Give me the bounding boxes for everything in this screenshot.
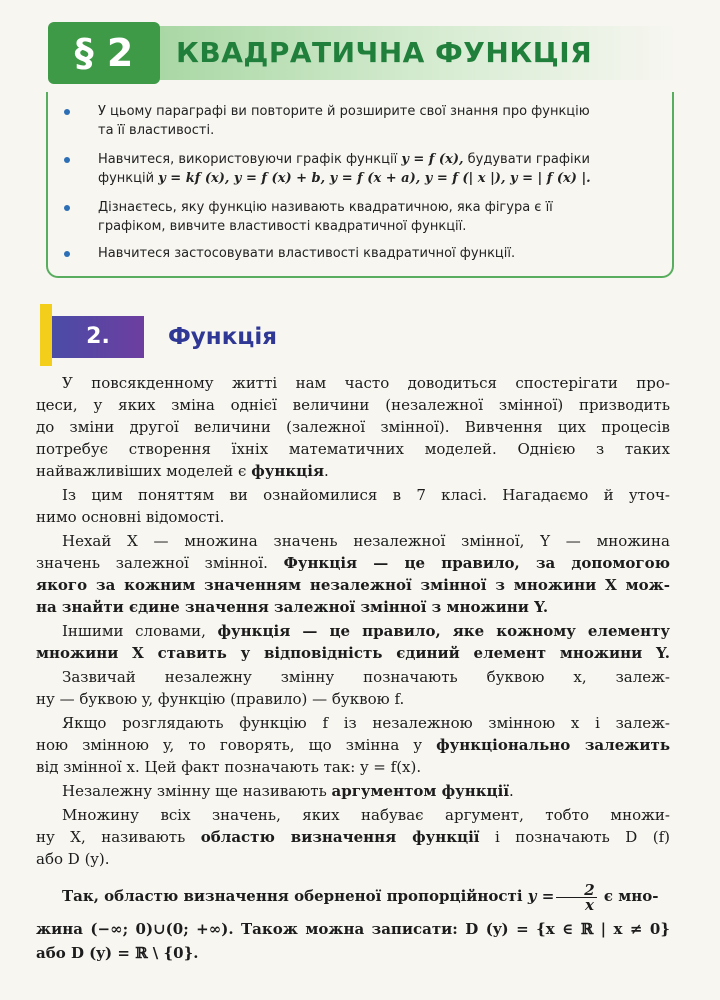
goal-item	[98, 102, 664, 140]
text-line	[36, 918, 670, 940]
text-line	[36, 552, 670, 574]
text-line	[36, 942, 670, 964]
term: областю визначення функції	[200, 828, 480, 846]
text-line: до зміни другої величини (залежної змінної). Вивчення цих процесів	[36, 418, 670, 436]
text-part: ну X, називають	[36, 828, 201, 846]
text-line: нимо основні відомості.	[36, 508, 225, 526]
text-part: значень залежної змінної.	[36, 554, 284, 572]
bullet-icon	[64, 205, 70, 211]
text-line: Множину всіх значень, яких набуває аргумент, тобто множи-	[62, 806, 670, 824]
formula: y = f (x),	[401, 152, 464, 167]
text-part: жина (−∞; 0)∪(0; +∞). Також можна записати: D (y) = {x ∈ ℝ | x ≠ 0}	[36, 920, 670, 938]
text-line: Зазвичай незалежну змінну позначають буквою x, залеж-	[62, 668, 670, 686]
text-line	[36, 574, 670, 596]
text-line: потребує створення їхніх математичних моделей. Однією з таких	[36, 440, 670, 458]
chapter-title: КВАДРАТИЧНА ФУНКЦІЯ	[176, 36, 593, 69]
section-number: 2.	[52, 316, 144, 358]
learning-goals-box	[46, 92, 674, 278]
text-line: У повсякденному житті нам часто доводиться спостерігати про-	[62, 374, 670, 392]
text-part: є мно-	[598, 887, 659, 905]
text-part: Незалежну змінну ще називають	[62, 782, 332, 800]
text-part: найважливіших моделей є	[36, 462, 252, 480]
formula: y = kf (x), y = f (x) + b, y = f (x + a), y = f (| x |), y = | f (x) |.	[158, 171, 591, 186]
definition: на знайти єдине значення залежної змінної з множини Y.	[36, 598, 549, 616]
goal-text: У цьому параграфі ви повторите й розширите свої знання про функцію	[98, 104, 590, 119]
text-part: ною змінною y, то говорять, що змінна y	[36, 736, 437, 754]
definition: множини X ставить у відповідність єдиний елемент множини Y.	[36, 644, 670, 662]
bullet-icon	[64, 109, 70, 115]
text-part: або D (y) = ℝ \ {0}.	[36, 944, 199, 962]
text-line	[36, 826, 670, 848]
text-part: і позначають D (f)	[479, 828, 670, 846]
text-line	[36, 596, 670, 618]
fraction-denominator: x	[585, 895, 594, 914]
text-line: від змінної x. Цей факт позначають так: y = f(x).	[36, 758, 422, 776]
goal-text-part: будувати графіки	[463, 152, 590, 167]
text-line	[36, 620, 670, 642]
term: аргументом функції	[331, 782, 510, 800]
definition: якого за кожним значенням незалежної змінної з множини X мож-	[36, 576, 670, 594]
goal-text: Дізнаєтесь, яку функцію називають квадратичною, яка фігура є її	[98, 200, 553, 215]
chapter-header	[40, 16, 680, 90]
yellow-stripe	[40, 304, 52, 366]
goal-text	[98, 169, 664, 188]
text-part: Так, областю визначення оберненої пропорційності	[62, 887, 528, 905]
goal-text: графіком, вивчите властивості квадратичної функції.	[98, 219, 467, 234]
text-line: або D (y).	[36, 850, 110, 868]
goal-item	[98, 198, 664, 236]
text-line: Із цим поняттям ви ознайомилися в 7 класі. Нагадаємо й уточ-	[62, 486, 670, 504]
section-title: Функція	[168, 324, 278, 350]
text-line: Якщо розглядають функцію f із незалежною змінною x і залеж-	[62, 714, 670, 732]
bullet-icon	[64, 157, 70, 163]
text-line: Нехай X — множина значень незалежної змінної, Y — множина	[62, 532, 670, 550]
definition: Функція — це правило, за допомогою	[283, 554, 670, 572]
fraction	[556, 880, 596, 914]
section-heading	[40, 304, 680, 366]
goal-text-part: Навчитеся, використовуючи графік функції	[98, 152, 402, 167]
text-part: Іншими словами,	[62, 622, 218, 640]
definition: функція — це правило, яке кожному елементу	[217, 622, 670, 640]
text-part: .	[324, 462, 329, 480]
bullet-icon	[64, 251, 70, 257]
goal-text-part: функцій	[98, 171, 159, 186]
section-number-badge: § 2	[48, 22, 160, 84]
text-line	[36, 460, 670, 482]
fraction-numerator: 2	[556, 883, 596, 898]
term: функціонально залежить	[436, 736, 670, 754]
text-line	[36, 734, 670, 756]
goal-item	[98, 244, 664, 263]
text-part: .	[509, 782, 514, 800]
goal-text: та її властивості.	[98, 123, 215, 138]
text-line	[36, 642, 670, 664]
text-line: цеси, у яких зміна однієї величини (незалежної змінної) призводить	[36, 396, 670, 414]
text-line: ну — буквою y, функцію (правило) — буквою f.	[36, 690, 405, 708]
goal-text	[98, 150, 664, 169]
goal-item	[98, 150, 664, 188]
text-line	[36, 780, 670, 802]
formula: y =	[527, 887, 555, 905]
goal-text: Навчитеся застосовувати властивості квадратичної функції.	[98, 246, 516, 261]
text-line	[36, 878, 670, 914]
term: функція	[251, 462, 325, 480]
